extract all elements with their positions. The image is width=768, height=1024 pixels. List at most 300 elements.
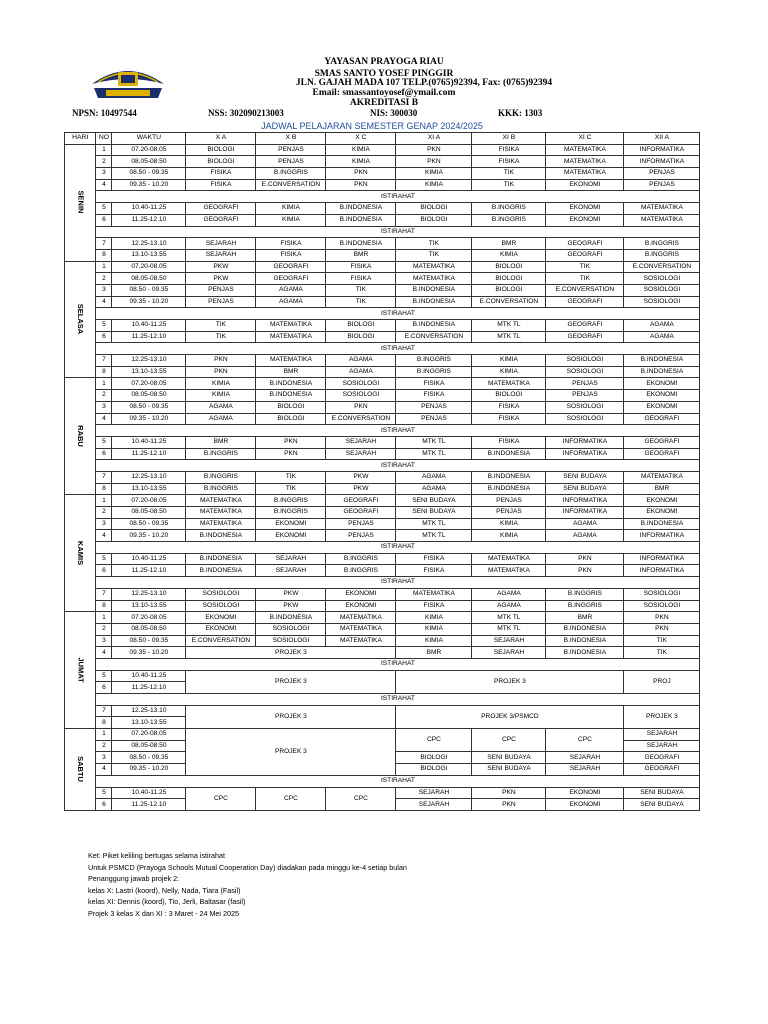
subject-cell: SOSIOLOGI — [624, 284, 700, 296]
subject-cell: SENI BUDAYA — [624, 787, 700, 799]
period-number: 8 — [96, 600, 112, 612]
period-number: 7 — [96, 471, 112, 483]
period-number: 6 — [96, 214, 112, 226]
col-header: HARI — [65, 133, 96, 145]
subject-cell: MATEMATIKA — [256, 331, 326, 343]
subject-cell: BIOLOGI — [472, 261, 546, 273]
table-row — [65, 787, 700, 799]
subject-cell: PKW — [186, 261, 256, 273]
time-cell: 11.25-12.10 — [112, 214, 186, 226]
subject-cell: GEOGRAFI — [546, 331, 624, 343]
subject-cell: PKW — [186, 273, 256, 285]
subject-cell: MATEMATIKA — [186, 518, 256, 530]
subject-cell: PENJAS — [472, 507, 546, 519]
time-cell: 11.25-12.10 — [112, 331, 186, 343]
subject-cell: MATEMATIKA — [396, 261, 472, 273]
subject-cell: PENJAS — [624, 179, 700, 191]
subject-cell: FISIKA — [472, 436, 546, 448]
day-name: SABTU — [76, 756, 86, 782]
day-label — [65, 378, 96, 495]
subject-cell: PKN — [624, 612, 700, 624]
time-cell: 08.05-08.50 — [112, 390, 186, 402]
subject-cell: KIMIA — [396, 635, 472, 647]
subject-cell: B.INDONESIA — [472, 471, 546, 483]
subject-cell: SOSIOLOGI — [256, 623, 326, 635]
subject-cell: SENI BUDAYA — [472, 752, 546, 764]
subject-cell: GEOGRAFI — [624, 752, 700, 764]
subject-cell: PKW — [256, 588, 326, 600]
subject-cell: TIK — [396, 249, 472, 261]
subject-cell: SEJARAH — [624, 729, 700, 741]
time-cell: 13.10-13.55 — [112, 717, 186, 729]
subject-cell: FISIKA — [326, 273, 396, 285]
time-cell: 08.05-08.50 — [112, 623, 186, 635]
subject-cell: INFORMATIKA — [624, 553, 700, 565]
table-row — [65, 542, 700, 554]
subject-cell: AGAMA — [326, 366, 396, 378]
subject-cell: MATEMATIKA — [326, 612, 396, 624]
col-header: XI A — [396, 133, 472, 145]
break-cell: ISTIRAHAT — [96, 694, 700, 706]
break-cell: ISTIRAHAT — [96, 460, 700, 472]
time-cell: 09.35 - 10.20 — [112, 179, 186, 191]
table-row — [65, 425, 700, 437]
subject-cell: EKONOMI — [624, 401, 700, 413]
subject-cell: FISIKA — [472, 144, 546, 156]
table-row — [65, 226, 700, 238]
table-row — [65, 623, 700, 635]
time-cell: 11.25-12.10 — [112, 565, 186, 577]
period-number: 1 — [96, 144, 112, 156]
kkk: KKK: 1303 — [498, 108, 543, 118]
subject-cell: B.INGGRIS — [256, 495, 326, 507]
time-cell: 07.20-08.05 — [112, 144, 186, 156]
subject-cell: MATEMATIKA — [624, 203, 700, 215]
period-number: 7 — [96, 355, 112, 367]
period-number: 6 — [96, 331, 112, 343]
time-cell: 13.10-13.55 — [112, 483, 186, 495]
table-row — [65, 635, 700, 647]
subject-cell: B.INDONESIA — [624, 518, 700, 530]
subject-cell: B.INDONESIA — [624, 355, 700, 367]
nss: NSS: 302090213003 — [208, 108, 284, 118]
break-cell: ISTIRAHAT — [96, 658, 700, 670]
subject-cell: SOSIOLOGI — [624, 600, 700, 612]
subject-cell: FISIKA — [396, 553, 472, 565]
subject-cell: EKONOMI — [186, 623, 256, 635]
subject-cell: INFORMATIKA — [546, 495, 624, 507]
time-cell: 08.50 - 09.35 — [112, 401, 186, 413]
subject-cell: EKONOMI — [186, 612, 256, 624]
subject-cell: AGAMA — [186, 413, 256, 425]
period-number: 5 — [96, 320, 112, 332]
subject-cell: SOSIOLOGI — [256, 635, 326, 647]
table-row — [65, 694, 700, 706]
subject-cell: TIK — [256, 483, 326, 495]
table-row — [65, 448, 700, 460]
subject-cell: MTK TL — [396, 530, 472, 542]
subject-cell: B.INDONESIA — [326, 214, 396, 226]
day-label — [65, 612, 96, 729]
subject-cell: KIMIA — [326, 144, 396, 156]
subject-cell: KIMIA — [472, 366, 546, 378]
table-row — [65, 320, 700, 332]
subject-cell: SOSIOLOGI — [546, 401, 624, 413]
subject-cell: PKN — [472, 799, 546, 811]
subject-cell: BMR — [472, 238, 546, 250]
subject-cell: CPC — [186, 787, 256, 810]
period-number: 1 — [96, 612, 112, 624]
col-header: XII A — [624, 133, 700, 145]
subject-cell: AGAMA — [546, 530, 624, 542]
period-number: 7 — [96, 588, 112, 600]
subject-cell: GEOGRAFI — [546, 249, 624, 261]
subject-cell: SOSIOLOGI — [186, 600, 256, 612]
day-label — [65, 729, 96, 811]
subject-cell: PENJAS — [256, 156, 326, 168]
subject-cell: B.INDONESIA — [396, 284, 472, 296]
subject-cell: SOSIOLOGI — [624, 296, 700, 308]
time-cell: 08.50 - 09.35 — [112, 752, 186, 764]
subject-cell: BIOLOGI — [326, 331, 396, 343]
subject-cell: SOSIOLOGI — [624, 588, 700, 600]
period-number: 3 — [96, 401, 112, 413]
subject-cell: SEJARAH — [396, 787, 472, 799]
period-number: 1 — [96, 729, 112, 741]
subject-cell: CPC — [396, 729, 472, 752]
table-row — [65, 670, 700, 682]
subject-cell: MATEMATIKA — [396, 273, 472, 285]
time-cell: 13.10-13.55 — [112, 366, 186, 378]
subject-cell: AGAMA — [624, 331, 700, 343]
table-row — [65, 203, 700, 215]
subject-cell: PENJAS — [624, 168, 700, 180]
subject-cell: BIOLOGI — [326, 320, 396, 332]
subject-cell: FISIKA — [186, 179, 256, 191]
time-cell: 13.10-13.55 — [112, 249, 186, 261]
subject-cell: B.INDONESIA — [186, 565, 256, 577]
subject-cell: SEJARAH — [326, 448, 396, 460]
period-number: 5 — [96, 553, 112, 565]
time-cell: 08.50 - 09.35 — [112, 168, 186, 180]
subject-cell: EKONOMI — [624, 390, 700, 402]
table-row — [65, 658, 700, 670]
day-name: SELASA — [76, 303, 86, 335]
subject-cell: MATEMATIKA — [546, 156, 624, 168]
subject-cell: BMR — [256, 366, 326, 378]
period-number: 8 — [96, 717, 112, 729]
subject-cell: SEJARAH — [546, 752, 624, 764]
subject-cell: PKN — [326, 179, 396, 191]
subject-cell: GEOGRAFI — [624, 448, 700, 460]
subject-cell: B.INGGRIS — [472, 214, 546, 226]
table-row — [65, 460, 700, 472]
subject-cell: PENJAS — [546, 378, 624, 390]
subject-cell: SENI BUDAYA — [396, 495, 472, 507]
subject-cell: PENJAS — [396, 401, 472, 413]
subject-cell: MTK TL — [472, 320, 546, 332]
time-cell: 07.20-08.05 — [112, 378, 186, 390]
subject-cell: AGAMA — [624, 320, 700, 332]
period-number: 3 — [96, 284, 112, 296]
subject-cell: MATEMATIKA — [256, 320, 326, 332]
table-row — [65, 179, 700, 191]
subject-cell: GEOGRAFI — [326, 495, 396, 507]
table-row — [65, 705, 700, 717]
subject-cell: B.INDONESIA — [256, 378, 326, 390]
subject-cell: TIK — [624, 647, 700, 659]
subject-cell: EKONOMI — [546, 787, 624, 799]
period-number: 7 — [96, 705, 112, 717]
subject-cell: SEJARAH — [186, 249, 256, 261]
subject-cell: BMR — [326, 249, 396, 261]
subject-cell: B.INGGRIS — [624, 238, 700, 250]
subject-cell: INFORMATIKA — [624, 565, 700, 577]
subject-cell: KIMIA — [472, 530, 546, 542]
subject-cell: E.CONVERSATION — [472, 296, 546, 308]
school-address: JLN. GAJAH MADA 107 TELP.(0765)92394, Fax: (0765)92394 — [295, 78, 553, 88]
subject-cell: B.INDONESIA — [472, 483, 546, 495]
subject-cell: B.INGGRIS — [256, 507, 326, 519]
table-row — [65, 612, 700, 624]
subject-cell: FISIKA — [396, 600, 472, 612]
subject-cell: BMR — [546, 612, 624, 624]
day-name: JUMAT — [76, 656, 86, 683]
subject-cell: GEOGRAFI — [624, 764, 700, 776]
table-row — [65, 343, 700, 355]
subject-cell: B.INDONESIA — [396, 320, 472, 332]
subject-cell: B.INDONESIA — [186, 553, 256, 565]
subject-cell: PKN — [546, 565, 624, 577]
subject-cell: PKN — [186, 366, 256, 378]
time-cell: 10.40-11.25 — [112, 787, 186, 799]
time-cell: 08.50 - 09.35 — [112, 635, 186, 647]
break-cell: ISTIRAHAT — [96, 191, 700, 203]
subject-cell: PROJEK 3 — [186, 670, 396, 693]
schedule-table — [64, 132, 700, 811]
subject-cell: PENJAS — [326, 530, 396, 542]
subject-cell: PKW — [326, 483, 396, 495]
subject-cell: MATEMATIKA — [624, 214, 700, 226]
subject-cell: BIOLOGI — [186, 156, 256, 168]
time-cell: 12.25-13.10 — [112, 471, 186, 483]
subject-cell: INFORMATIKA — [546, 507, 624, 519]
subject-cell: PKN — [326, 168, 396, 180]
subject-cell: B.INDONESIA — [396, 296, 472, 308]
subject-cell: TIK — [326, 284, 396, 296]
table-row — [65, 775, 700, 787]
subject-cell: PENJAS — [186, 296, 256, 308]
table-row — [65, 355, 700, 367]
subject-cell: MATEMATIKA — [186, 495, 256, 507]
day-name: RABU — [76, 425, 86, 447]
table-row — [65, 647, 700, 659]
subject-cell: B.INDONESIA — [546, 647, 624, 659]
subject-cell: FISIKA — [396, 378, 472, 390]
table-row — [65, 273, 700, 285]
subject-cell: SOSIOLOGI — [546, 355, 624, 367]
table-row — [65, 577, 700, 589]
subject-cell: MTK TL — [396, 518, 472, 530]
subject-cell: PKN — [256, 436, 326, 448]
subject-cell: PROJEK 3 — [186, 729, 396, 776]
subject-cell: AGAMA — [396, 483, 472, 495]
subject-cell: GEOGRAFI — [546, 320, 624, 332]
period-number: 5 — [96, 787, 112, 799]
period-number: 1 — [96, 495, 112, 507]
subject-cell: AGAMA — [256, 284, 326, 296]
time-cell: 09.35 - 10.20 — [112, 647, 186, 659]
npsn: NPSN: 10497544 — [72, 108, 137, 118]
subject-cell: EKONOMI — [546, 203, 624, 215]
subject-cell: KIMIA — [186, 378, 256, 390]
subject-cell: EKONOMI — [624, 378, 700, 390]
period-number: 1 — [96, 261, 112, 273]
note-line: Penanggung jawab projek 2: — [88, 874, 180, 883]
subject-cell: SEJARAH — [256, 553, 326, 565]
foundation-name: YAYASAN PRAYOGA RIAU — [324, 57, 444, 67]
period-number: 5 — [96, 670, 112, 682]
subject-cell: SEJARAH — [396, 799, 472, 811]
subject-cell: GEOGRAFI — [256, 273, 326, 285]
subject-cell: SENI BUDAYA — [546, 471, 624, 483]
subject-cell: GEOGRAFI — [256, 261, 326, 273]
subject-cell: CPC — [546, 729, 624, 752]
subject-cell: PKN — [326, 401, 396, 413]
note-line: Untuk PSMCD (Prayoga Schools Mutual Cooperation Day) diadakan pada minggu ke-4 setiap bulan — [88, 862, 407, 872]
subject-cell: AGAMA — [396, 471, 472, 483]
subject-cell: CPC — [472, 729, 546, 752]
table-row — [65, 600, 700, 612]
subject-cell: PKN — [186, 355, 256, 367]
period-number: 4 — [96, 530, 112, 542]
time-cell: 12.25-13.10 — [112, 355, 186, 367]
subject-cell: GEOGRAFI — [186, 203, 256, 215]
note-line: kelas X: Lastri (koord), Nelly, Nada, Tiara (Fasil) — [88, 885, 241, 895]
subject-cell: AGAMA — [256, 296, 326, 308]
table-row — [65, 296, 700, 308]
subject-cell: BIOLOGI — [396, 764, 472, 776]
subject-cell: EKONOMI — [256, 530, 326, 542]
table-row — [65, 729, 700, 741]
subject-cell: BIOLOGI — [472, 284, 546, 296]
period-number: 6 — [96, 682, 112, 694]
subject-cell: GEOGRAFI — [624, 413, 700, 425]
subject-cell: TIK — [624, 635, 700, 647]
break-cell: ISTIRAHAT — [96, 577, 700, 589]
period-number: 2 — [96, 273, 112, 285]
subject-cell: SEJARAH — [256, 565, 326, 577]
subject-cell: B.INDONESIA — [624, 366, 700, 378]
subject-cell: SENI BUDAYA — [396, 507, 472, 519]
subject-cell: FISIKA — [256, 238, 326, 250]
subject-cell: EKONOMI — [256, 518, 326, 530]
subject-cell: PROJEK 3/PSMCD — [396, 705, 624, 728]
note-line: Projek 3 kelas X dan XI : 3 Maret - 24 Mei 2025 — [88, 908, 240, 918]
day-label — [65, 495, 96, 612]
subject-cell: PENJAS — [186, 284, 256, 296]
time-cell: 11.25-12.10 — [112, 448, 186, 460]
subject-cell: FISIKA — [472, 401, 546, 413]
time-cell: 10.40-11.25 — [112, 670, 186, 682]
subject-cell: BMR — [396, 647, 472, 659]
accreditation: AKREDITASI B — [349, 98, 419, 108]
table-row — [65, 471, 700, 483]
time-cell: 08.05-08.50 — [112, 740, 186, 752]
subject-cell: B.INGGRIS — [546, 600, 624, 612]
time-cell: 07.20-08.05 — [112, 261, 186, 273]
period-number: 3 — [96, 635, 112, 647]
subject-cell: BIOLOGI — [472, 390, 546, 402]
subject-cell: PKN — [396, 144, 472, 156]
notes — [88, 850, 407, 919]
subject-cell: B.INDONESIA — [186, 530, 256, 542]
subject-cell: FISIKA — [256, 249, 326, 261]
nis: NIS: 300030 — [370, 108, 418, 118]
subject-cell: CPC — [326, 787, 396, 810]
subject-cell: PKN — [546, 553, 624, 565]
subject-cell: BIOLOGI — [186, 144, 256, 156]
subject-cell: FISIKA — [472, 413, 546, 425]
period-number: 2 — [96, 623, 112, 635]
subject-cell: KIMIA — [256, 203, 326, 215]
subject-cell: TIK — [186, 331, 256, 343]
subject-cell: BMR — [624, 483, 700, 495]
subject-cell: MATEMATIKA — [472, 553, 546, 565]
subject-cell: EKONOMI — [624, 495, 700, 507]
period-number: 6 — [96, 565, 112, 577]
table-row — [65, 378, 700, 390]
subject-cell: PROJEK 3 — [186, 647, 396, 659]
col-header: XI B — [472, 133, 546, 145]
subject-cell: GEOGRAFI — [326, 507, 396, 519]
period-number: 6 — [96, 448, 112, 460]
subject-cell: TIK — [396, 238, 472, 250]
subject-cell: SOSIOLOGI — [546, 366, 624, 378]
table-row — [65, 144, 700, 156]
subject-cell: AGAMA — [546, 518, 624, 530]
subject-cell: SEJARAH — [546, 764, 624, 776]
table-row — [65, 214, 700, 226]
time-cell: 10.40-11.25 — [112, 553, 186, 565]
time-cell: 09.35 - 10.20 — [112, 296, 186, 308]
subject-cell: FISIKA — [326, 261, 396, 273]
subject-cell: E.CONVERSATION — [396, 331, 472, 343]
subject-cell: B.INGGRIS — [624, 249, 700, 261]
subject-cell: FISIKA — [186, 168, 256, 180]
subject-cell: BIOLOGI — [396, 752, 472, 764]
period-number: 4 — [96, 296, 112, 308]
subject-cell: INFORMATIKA — [546, 436, 624, 448]
time-cell: 12.25-13.10 — [112, 705, 186, 717]
period-number: 8 — [96, 249, 112, 261]
subject-cell: SENI BUDAYA — [472, 764, 546, 776]
subject-cell: MATEMATIKA — [546, 168, 624, 180]
period-number: 7 — [96, 238, 112, 250]
table-row — [65, 331, 700, 343]
subject-cell: B.INDONESIA — [256, 612, 326, 624]
time-cell: 12.25-13.10 — [112, 588, 186, 600]
table-row — [65, 390, 700, 402]
time-cell: 09.35 - 10.20 — [112, 413, 186, 425]
period-number: 8 — [96, 366, 112, 378]
time-cell: 09.35 - 10.20 — [112, 530, 186, 542]
subject-cell: PROJ — [624, 670, 700, 693]
subject-cell: MATEMATIKA — [326, 635, 396, 647]
subject-cell: MATEMATIKA — [624, 471, 700, 483]
subject-cell: B.INGGRIS — [326, 565, 396, 577]
table-row — [65, 284, 700, 296]
